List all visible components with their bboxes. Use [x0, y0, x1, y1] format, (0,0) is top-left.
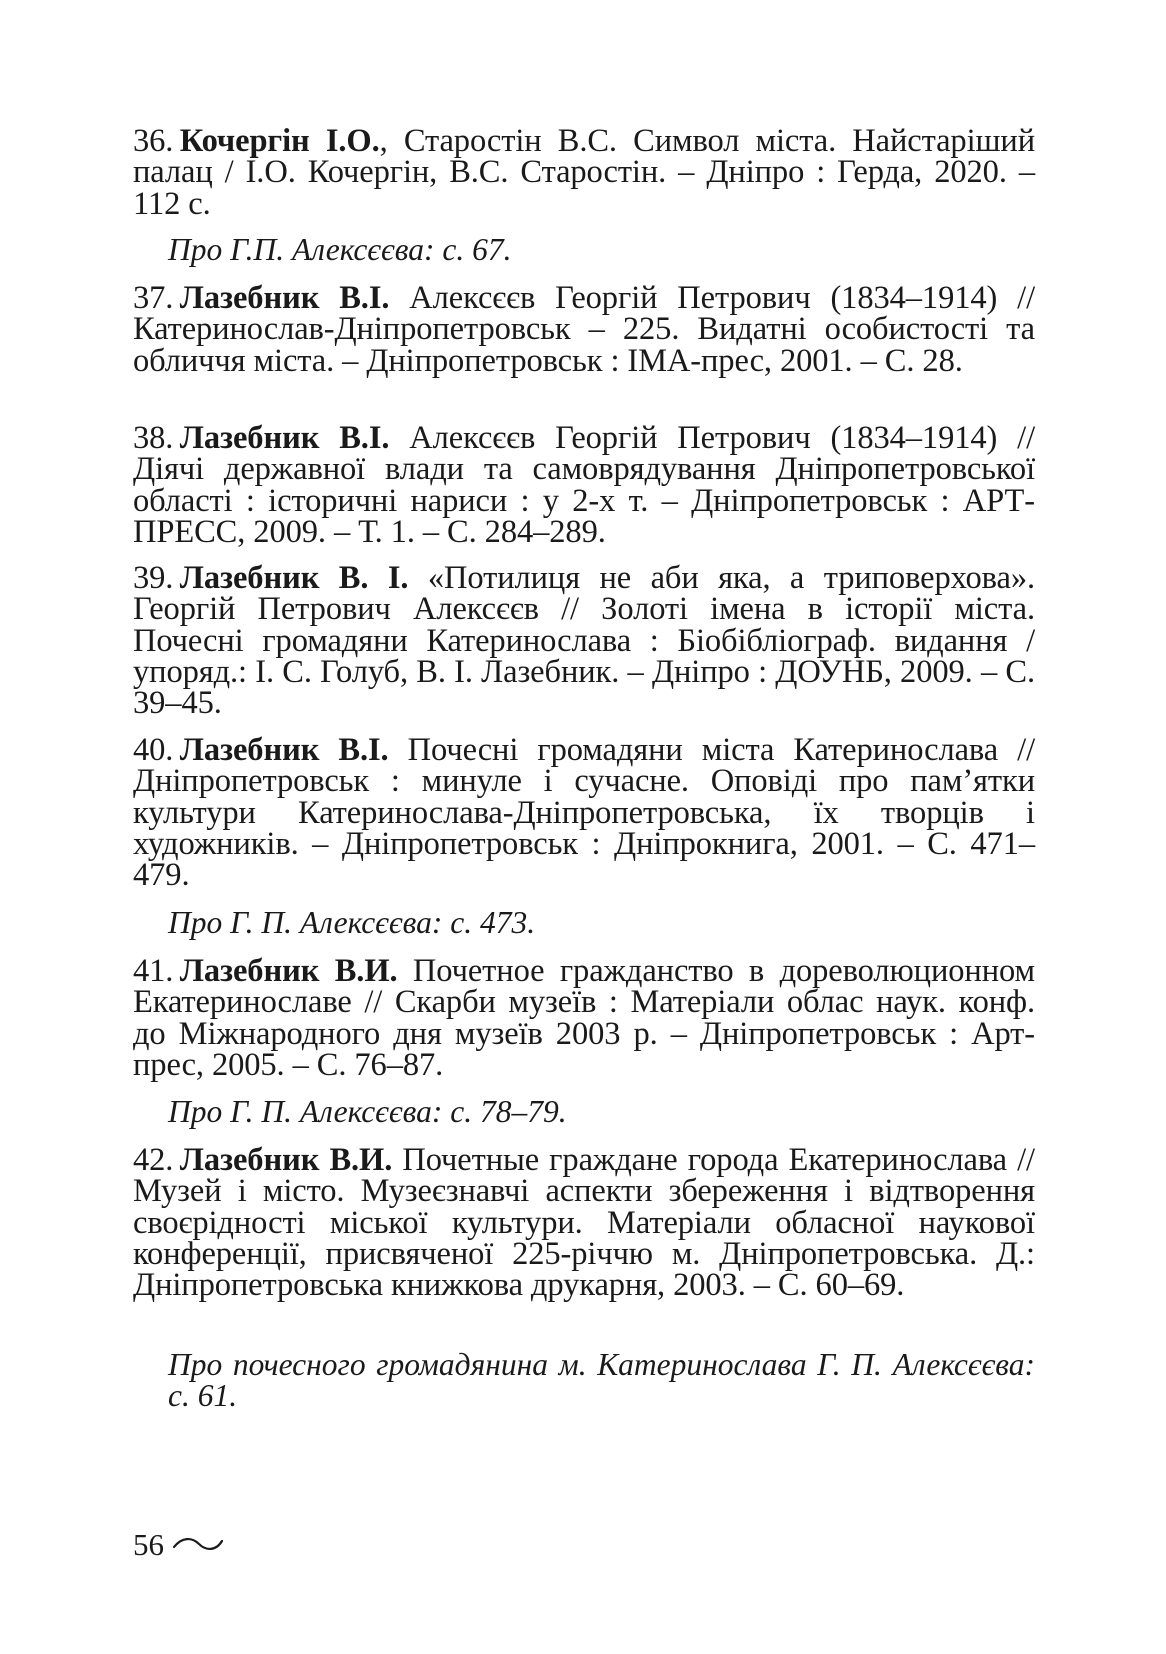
bibliography-entry-40: [133, 732, 1036, 894]
bibliography-entry-38: [133, 420, 1035, 550]
entry-author: Кочергін І.О.: [179, 123, 380, 159]
entry-author: Лазебник В.І.: [179, 732, 389, 768]
entry-author: Лазебник В.І.: [179, 280, 390, 316]
entry-number: 41.: [133, 953, 174, 989]
entry-note-42: Про почесного громадянина м. Катеринослава Г. П. Алексєєва: с. 61.: [168, 1347, 1035, 1414]
entry-note-36: Про Г.П. Алексєєва: с. 67.: [168, 232, 512, 267]
entry-number: 36.: [133, 123, 174, 159]
page-footer: [133, 1524, 224, 1564]
bibliography-entry-42: [133, 1142, 1035, 1304]
entry-number: 42.: [133, 1142, 174, 1178]
entry-author: Лазебник В. І.: [179, 560, 409, 596]
bibliography-entry-36: [133, 123, 1036, 222]
page-number: 56: [133, 1526, 164, 1562]
entry-text: «Потилиця не аби яка, а триповерхова». Георгій Петрович Алексєєв // Золоті імена в історії міста. Почесні громадяни Катеринослава : Біобібліограф. видання / упоряд.: І. С. Голуб, В. І. Лазебник. – Дніпро : ДОУНБ, 2009. – С. 39–45.: [133, 560, 1035, 722]
entry-text: , Старостін В.С. Символ міста. Найстаріший палац / І.О. Кочергін, В.С. Старостін. – Дніпро : Герда, 2020. – 112 с.: [133, 123, 1036, 222]
entry-note-40: Про Г. П. Алексєєва: с. 473.: [168, 905, 536, 940]
entry-text: Алексєєв Георгій Петрович (1834–1914) // Діячі державної влади та самоврядування Дніпропетровської області : історичні нариси : у 2-х т. – Дніпропетровськ : АРТ-ПРЕСС, 2009. – Т. 1. – С. 284–289.: [133, 420, 1035, 550]
entry-number: 40.: [133, 732, 174, 768]
entry-author: Лазебник В.И.: [179, 1142, 393, 1178]
entry-number: 38.: [133, 420, 174, 456]
entry-author: Лазебник В.І.: [179, 420, 390, 456]
document-page: [133, 0, 1035, 1654]
entry-text: Почесні громадяни міста Катеринослава // Дніпропетровськ : минуле і сучасне. Оповіді про пам’ятки культури Катеринослава-Дніпропетровська, їх творців і художників. – Дніпропетровськ : Дніпрокнига, 2001. – С. 471–479.: [133, 732, 1036, 894]
bibliography-entry-37: [133, 280, 1035, 379]
tilde-swash-icon: [172, 1534, 224, 1554]
entry-text: Почетные граждане города Екатеринослава // Музей і місто. Музеєзнавчі аспекти збереження і відтворення своєрідності міської культури. Матеріали обласної наукової конференції, присвяченої 225-річчю м. Дніпропетровська. Д.: Дніпропетровська книжкова друкарня, 2003. – С. 60–69.: [133, 1142, 1035, 1304]
entry-note-41: Про Г. П. Алексєєва: с. 78–79.: [168, 1094, 567, 1129]
entry-number: 37.: [133, 280, 174, 316]
entry-number: 39.: [133, 560, 174, 596]
entry-text: Алексєєв Георгій Петрович (1834–1914) // Катеринослав-Дніпропетровськ – 225. Видатні особистості та обличчя міста. – Дніпропетровськ : ІМА-прес, 2001. – С. 28.: [133, 280, 1035, 379]
entry-text: Почетное гражданство в дореволюционном Екатеринославе // Скарби музеїв : Матеріали облас наук. конф. до Міжнародного дня музеїв 2003 р. – Дніпропетровськ : Арт-прес, 2005. – С. 76–87.: [133, 953, 1035, 1083]
bibliography-entry-41: [133, 953, 1035, 1083]
bibliography-entry-39: [133, 560, 1035, 722]
entry-author: Лазебник В.И.: [179, 953, 398, 989]
